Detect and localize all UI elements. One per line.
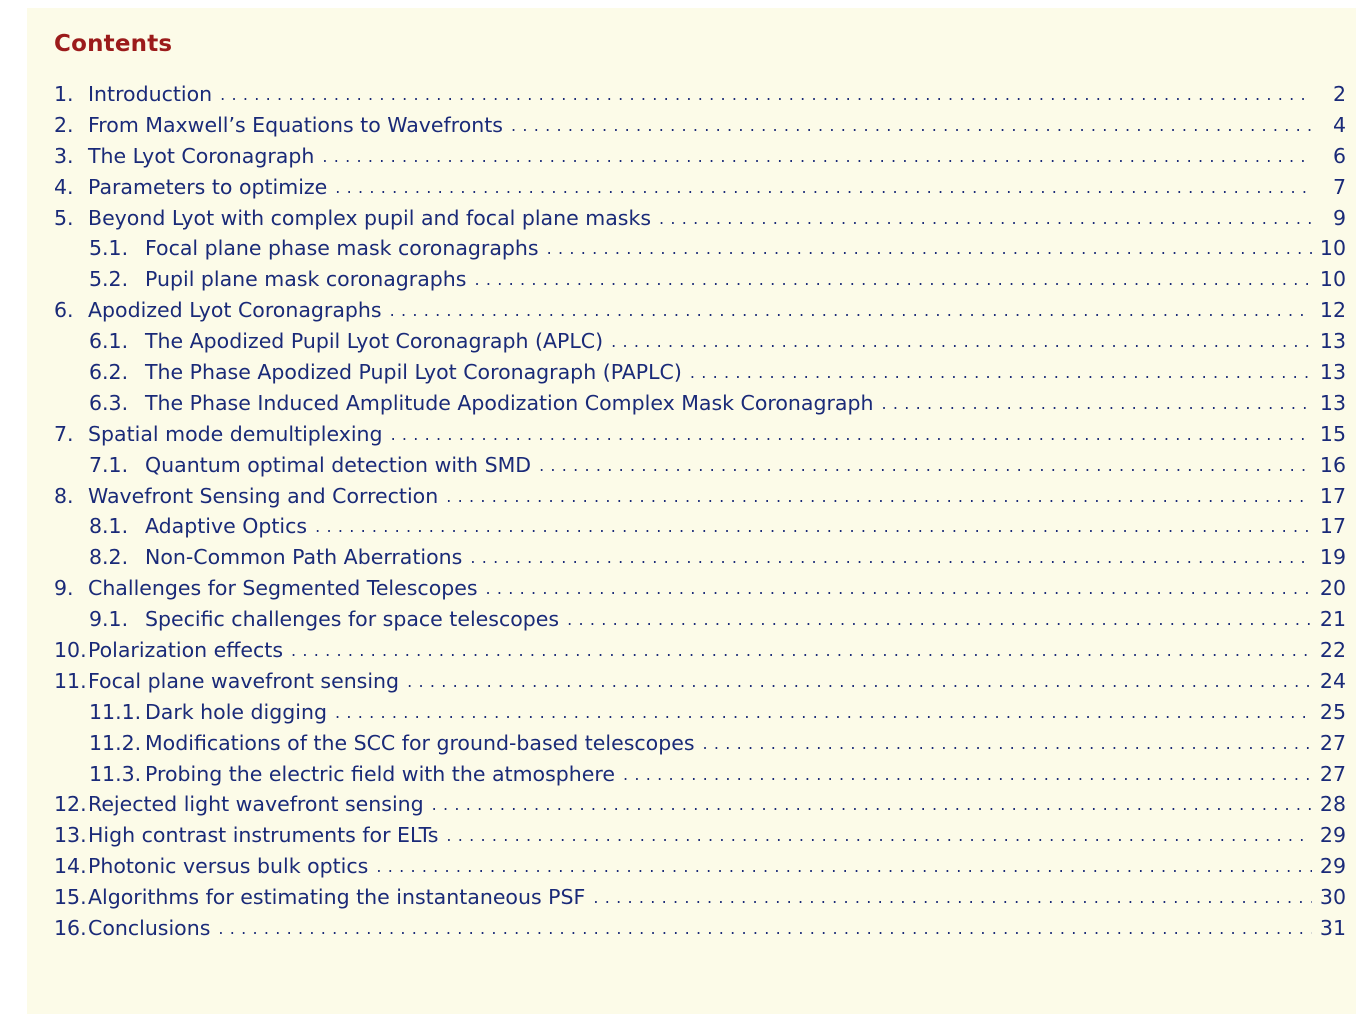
toc-entry-page-number[interactable]: 17 (1319, 514, 1346, 539)
toc-dot-leader (446, 828, 1312, 844)
toc-entry-number: 3. (54, 143, 74, 168)
toc-dot-leader (623, 767, 1312, 783)
toc-dot-leader (335, 705, 1312, 721)
toc-subsection-entry[interactable] (54, 236, 1346, 267)
toc-dot-leader (218, 921, 1312, 937)
toc-section-entry[interactable] (54, 854, 1346, 885)
toc-entry-title[interactable]: Quantum optimal detection with SMD (145, 452, 532, 477)
toc-entry-number: 8.1. (89, 514, 129, 539)
toc-section-entry[interactable] (54, 576, 1346, 607)
toc-dot-leader (511, 118, 1312, 134)
toc-entry-title[interactable]: Focal plane phase mask coronagraphs (145, 236, 539, 261)
toc-entry-number: 7.1. (89, 452, 129, 477)
toc-entry-number: 12. (54, 792, 87, 817)
toc-subsection-entry[interactable] (54, 453, 1346, 484)
toc-entry-title[interactable]: Wavefront Sensing and Correction (88, 483, 439, 508)
toc-panel (27, 8, 1356, 1014)
toc-entry-title[interactable]: Introduction (88, 82, 213, 106)
toc-entry-page-number[interactable]: 24 (1319, 668, 1346, 693)
toc-dot-leader (470, 550, 1312, 566)
toc-section-entry[interactable] (54, 298, 1346, 329)
toc-section-entry[interactable] (54, 113, 1346, 144)
toc-entry-page-number[interactable]: 6 (1332, 143, 1346, 168)
toc-subsection-entry[interactable] (54, 391, 1346, 422)
toc-dot-leader (486, 581, 1312, 597)
toc-section-entry[interactable] (54, 175, 1346, 206)
toc-dot-leader (432, 797, 1312, 813)
toc-entry-title[interactable]: Beyond Lyot with complex pupil and focal plane masks (88, 205, 652, 230)
toc-dot-leader (659, 211, 1312, 227)
toc-entry-title[interactable]: Adaptive Optics (145, 514, 308, 539)
toc-dot-leader (703, 736, 1312, 752)
toc-dot-leader (446, 489, 1312, 505)
toc-entry-title[interactable]: Probing the electric field with the atmosphere (145, 761, 615, 786)
toc-dot-leader (881, 396, 1312, 412)
toc-entry-page-number[interactable]: 15 (1319, 421, 1346, 446)
toc-entry-title[interactable]: The Lyot Coronagraph (88, 143, 315, 168)
toc-entry-page-number[interactable]: 27 (1319, 730, 1346, 755)
toc-entry-page-number[interactable]: 30 (1319, 885, 1346, 910)
toc-dot-leader (407, 674, 1312, 690)
toc-entry-page-number[interactable]: 2 (1332, 82, 1346, 106)
toc-dot-leader (690, 365, 1312, 381)
toc-section-entry[interactable] (54, 792, 1346, 823)
toc-subsection-entry[interactable] (54, 360, 1346, 391)
toc-entry-number: 15. (54, 885, 87, 910)
toc-entry-page-number[interactable]: 16 (1319, 452, 1346, 477)
toc-dot-leader (291, 643, 1312, 659)
toc-section-entry[interactable] (54, 823, 1346, 854)
toc-entry-number: 8.2. (89, 545, 129, 570)
toc-entry-page-number[interactable]: 10 (1319, 236, 1346, 261)
toc-entry-title[interactable]: Spatial mode demultiplexing (88, 421, 383, 446)
toc-entry-number: 5.2. (89, 267, 129, 292)
toc-title: Contents (54, 31, 173, 57)
toc-entry-number: 6.1. (89, 329, 129, 354)
toc-entry-title[interactable]: Conclusions (88, 916, 211, 941)
toc-entry-number: 14. (54, 854, 87, 879)
toc-entry-number: 5. (54, 205, 74, 230)
toc-subsection-entry[interactable] (54, 731, 1346, 762)
toc-entry-title[interactable]: The Apodized Pupil Lyot Coronagraph (APLC) (145, 329, 604, 354)
toc-entry-title[interactable]: Polarization effects (88, 638, 284, 663)
toc-entry-number: 6.3. (89, 390, 129, 415)
toc-entry-title[interactable]: Photonic versus bulk optics (88, 854, 369, 879)
toc-entry-page-number[interactable]: 27 (1319, 761, 1346, 786)
toc-entry-number: 6. (54, 298, 74, 323)
toc-subsection-entry[interactable] (54, 700, 1346, 731)
toc-entry-page-number[interactable]: 19 (1319, 545, 1346, 570)
toc-dot-leader (315, 519, 1312, 535)
toc-entry-title[interactable]: Dark hole digging (145, 699, 327, 724)
toc-subsection-entry[interactable] (54, 607, 1346, 638)
toc-entry-page-number[interactable]: 29 (1319, 854, 1346, 879)
toc-entry-number: 11. (54, 668, 87, 693)
toc-entry-title[interactable]: Challenges for Segmented Telescopes (88, 576, 478, 601)
toc-entry-title[interactable]: Apodized Lyot Coronagraphs (88, 298, 382, 323)
toc-subsection-entry[interactable] (54, 545, 1346, 576)
toc-entry-page-number[interactable]: 28 (1319, 792, 1346, 817)
toc-entry-number: 2. (54, 112, 74, 137)
toc-entry-title[interactable]: Algorithms for estimating the instantaneous PSF (88, 885, 586, 910)
toc-section-entry[interactable] (54, 669, 1346, 700)
toc-dot-leader (322, 149, 1312, 165)
toc-dot-leader (547, 241, 1312, 257)
toc-entry-page-number[interactable]: 7 (1332, 174, 1346, 199)
toc-entry-title[interactable]: Pupil plane mask coronagraphs (145, 267, 467, 292)
toc-entry-title[interactable]: Parameters to optimize (88, 174, 328, 199)
toc-entry-page-number[interactable]: 20 (1319, 576, 1346, 601)
toc-dot-leader (390, 303, 1312, 319)
toc-dot-leader (474, 272, 1312, 288)
toc-entry-number: 8. (54, 483, 74, 508)
toc-entry-page-number[interactable]: 25 (1319, 699, 1346, 724)
toc-entry-page-number[interactable]: 13 (1319, 390, 1346, 415)
toc-entry-number: 9.1. (89, 607, 129, 632)
toc-entry-page-number[interactable]: 29 (1319, 823, 1346, 848)
toc-entry-page-number[interactable]: 4 (1332, 112, 1346, 137)
toc-subsection-entry[interactable] (54, 762, 1346, 793)
toc-entry-page-number[interactable]: 17 (1319, 483, 1346, 508)
toc-dot-leader (376, 859, 1312, 875)
toc-subsection-entry[interactable] (54, 329, 1346, 360)
toc-section-entry[interactable] (54, 638, 1346, 669)
toc-entry-title[interactable]: Rejected light wavefront sensing (88, 792, 424, 817)
toc-entry-title[interactable]: Non-Common Path Aberrations (145, 545, 463, 570)
toc-section-entry[interactable] (54, 885, 1346, 916)
toc-entry-title[interactable]: The Phase Induced Amplitude Apodization Complex Mask Coronagraph (145, 390, 874, 415)
toc-entry-page-number[interactable]: 10 (1319, 267, 1346, 292)
toc-entry-page-number[interactable]: 31 (1319, 916, 1346, 941)
toc-entry-number: 10. (54, 638, 87, 663)
toc-entry-number: 16. (54, 916, 87, 941)
toc-subsection-entry[interactable] (54, 267, 1346, 298)
toc-entry-page-number[interactable]: 13 (1319, 360, 1346, 385)
toc-section-entry[interactable] (54, 206, 1346, 237)
toc-entry-title[interactable]: Focal plane wavefront sensing (88, 668, 400, 693)
toc-section-entry[interactable] (54, 484, 1346, 515)
toc-dot-leader (220, 87, 1312, 103)
toc-entry-number: 7. (54, 421, 74, 446)
toc-section-entry[interactable] (54, 916, 1346, 947)
toc-entry-number: 11.3. (89, 761, 142, 786)
toc-subsection-entry[interactable] (54, 514, 1346, 545)
toc-entry-number: 6.2. (89, 360, 129, 385)
toc-entry-number: 1. (54, 82, 74, 106)
toc-entry-title[interactable]: Specific challenges for space telescopes (145, 607, 560, 632)
toc-entry-page-number[interactable]: 9 (1332, 205, 1346, 230)
toc-entry-number: 11.1. (89, 699, 142, 724)
toc-entry-title[interactable]: High contrast instruments for ELTs (88, 823, 439, 848)
toc-entry-number: 9. (54, 576, 74, 601)
toc-entry-page-number[interactable]: 12 (1319, 298, 1346, 323)
toc-dot-leader (611, 334, 1312, 350)
toc-entry-title[interactable]: Modifications of the SCC for ground-based telescopes (145, 730, 695, 755)
toc-section-entry[interactable] (54, 144, 1346, 175)
toc-entry-title[interactable]: From Maxwell’s Equations to Wavefronts (88, 112, 503, 137)
toc-dot-leader (539, 458, 1312, 474)
toc-entry-page-number[interactable]: 13 (1319, 329, 1346, 354)
toc-list (54, 82, 1346, 947)
toc-entry-number: 13. (54, 823, 87, 848)
toc-entry-number: 4. (54, 174, 74, 199)
toc-section-entry[interactable] (54, 82, 1346, 113)
toc-entry-page-number[interactable]: 21 (1319, 607, 1346, 632)
toc-entry-number: 11.2. (89, 730, 142, 755)
toc-dot-leader (391, 427, 1312, 443)
toc-entry-number: 5.1. (89, 236, 129, 261)
toc-entry-title[interactable]: The Phase Apodized Pupil Lyot Coronagraph (PAPLC) (145, 360, 682, 385)
toc-dot-leader (567, 612, 1312, 628)
toc-section-entry[interactable] (54, 422, 1346, 453)
toc-dot-leader (335, 180, 1312, 196)
toc-dot-leader (593, 890, 1312, 906)
toc-entry-page-number[interactable]: 22 (1319, 638, 1346, 663)
